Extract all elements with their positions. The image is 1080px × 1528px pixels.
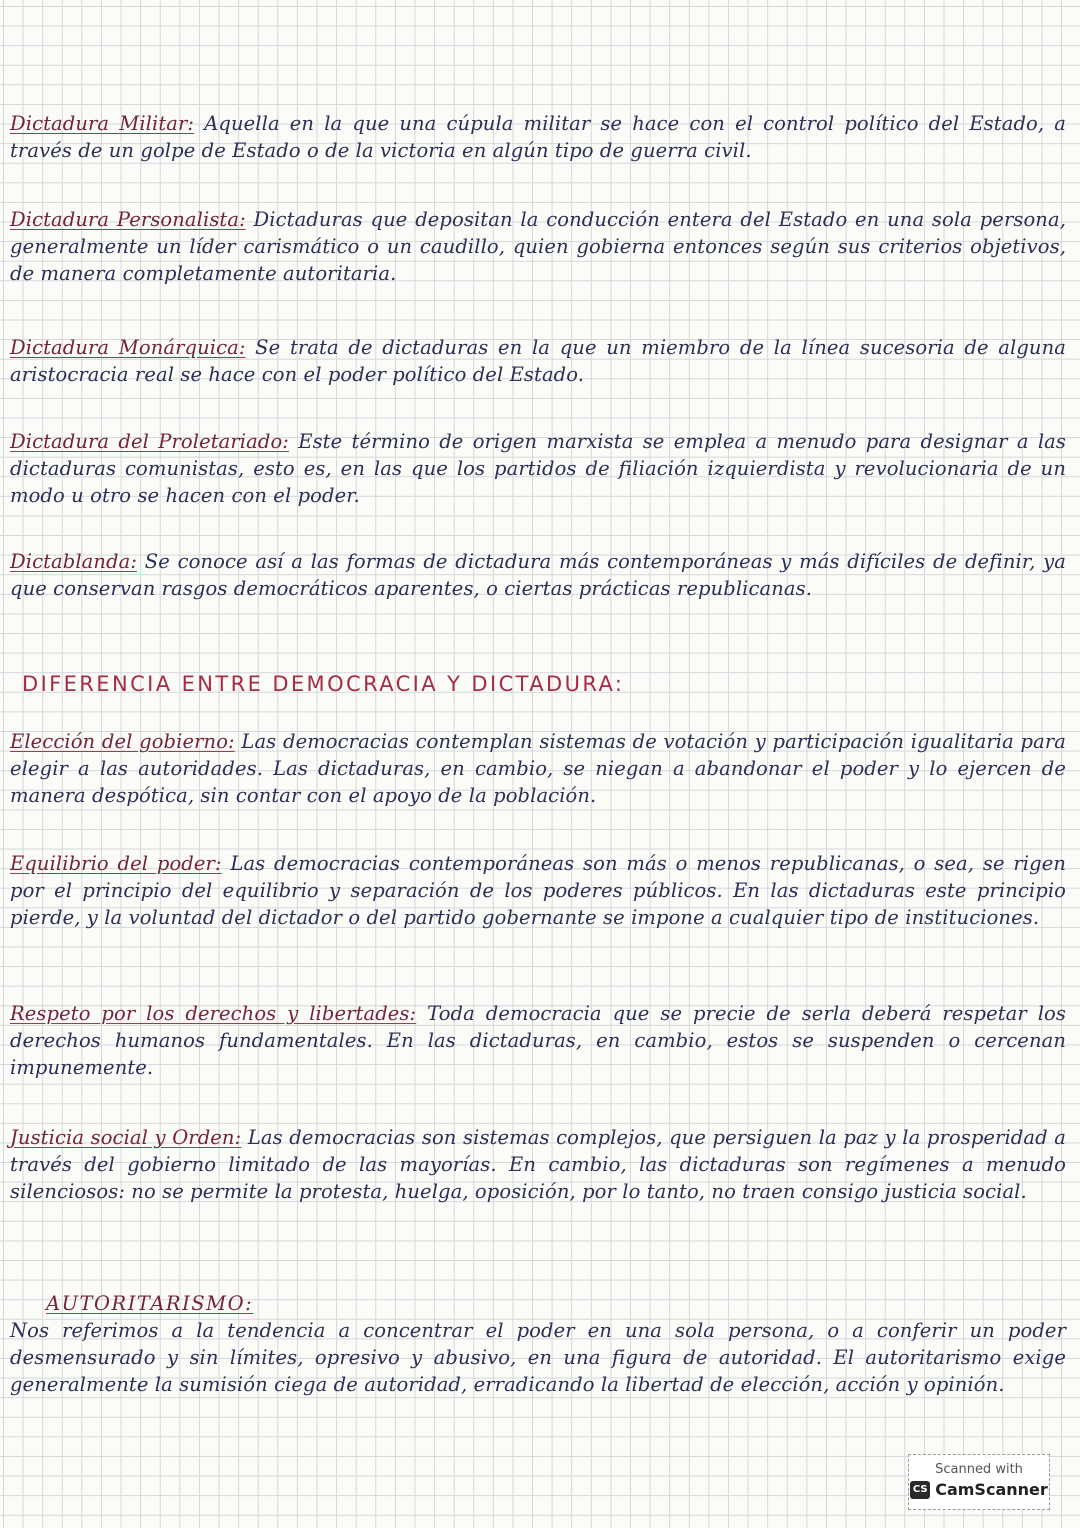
definition-text: Se trata de dictaduras en la que un miembro de la línea sucesoria de alguna aristocracia real se hace con el poder político del Estado. (10, 336, 1066, 386)
term-label: Dictadura del Proletariado: (10, 430, 289, 453)
definition-text: Se conoce así a las formas de dictadura más contemporáneas y más difíciles de definir, ya que conservan rasgos democráticos aparentes, o ciertas prácticas republicanas. (10, 550, 1066, 600)
difference-text: Las democracias son sistemas complejos, que persiguen la paz y la prosperidad a través del gobierno limitado de las mayorías. En cambio, las dictaduras son regímenes a menudo silenciosos: no se permite la protesta, huelga, oposición, por lo tanto, no traen consigo justicia social. (10, 1126, 1066, 1203)
term-label: Respeto por los derechos y libertades: (10, 1002, 417, 1025)
definition-dictablanda (10, 548, 1066, 602)
definition-dictadura-proletariado (10, 428, 1066, 509)
camscanner-logo-icon: CS (910, 1481, 930, 1499)
difference-eleccion-gobierno (10, 728, 1066, 809)
difference-justicia-orden (10, 1124, 1066, 1205)
autoritarismo-heading: AUTORITARISMO: (46, 1292, 254, 1315)
autoritarismo-text: Nos referimos a la tendencia a concentrar el poder en una sola persona, o a conferir un poder desmensurado y sin límites, opresivo y abusivo, en una figura de autoridad. El autoritarismo exige generalmente la sumisión ciega de autoridad, erradicando la libertad de elección, acción y opinión. (10, 1319, 1066, 1396)
term-label: Dictablanda: (10, 550, 138, 573)
difference-derechos-libertades (10, 1000, 1066, 1081)
term-label: Dictadura Militar: (10, 112, 195, 135)
difference-text: Las democracias contemporáneas son más o menos republicanas, o sea, se rigen por el principio del equilibrio y separación de los poderes públicos. En las dictaduras este principio pierde, y la voluntad del dictador o del partido gobernante se impone a cualquier tipo de instituciones. (10, 852, 1066, 929)
autoritarismo-section (10, 1290, 1066, 1398)
term-label: Dictadura Personalista: (10, 208, 246, 231)
difference-equilibrio-poder (10, 850, 1066, 931)
difference-text: Las democracias contemplan sistemas de votación y participación igualitaria para elegir a las autoridades. Las dictaduras, en cambio, se niegan a abandonar el poder y lo ejercen de manera despótica, sin contar con el apoyo de la población. (10, 730, 1067, 807)
difference-text: Toda democracia que se precie de serla deberá respetar los derechos humanos fundamentales. En las dictaduras, en cambio, estos se suspenden o cercenan impunemente. (10, 1002, 1066, 1079)
definition-dictadura-personalista (10, 206, 1066, 287)
term-label: Equilibrio del poder: (10, 852, 222, 875)
watermark-brand-row (909, 1480, 1049, 1499)
watermark-brand-name: CamScanner (935, 1480, 1048, 1499)
definition-dictadura-monarquica (10, 334, 1066, 388)
term-label: Elección del gobierno: (10, 730, 235, 753)
definition-text: Dictaduras que depositan la conducción entera del Estado en una sola persona, generalmente un líder carismático o un caudillo, quien gobierna entonces según sus criterios objetivos, de manera completamente autoritaria. (10, 208, 1066, 285)
watermark-caption: Scanned with (935, 1462, 1023, 1477)
section-heading: DIFERENCIA ENTRE DEMOCRACIA Y DICTADURA: (22, 672, 625, 696)
definition-dictadura-militar (10, 110, 1066, 164)
definition-text: Aquella en la que una cúpula militar se hace con el control político del Estado, a través de un golpe de Estado o de la victoria en algún tipo de guerra civil. (10, 112, 1066, 162)
definition-text: Este término de origen marxista se emplea a menudo para designar a las dictaduras comunistas, esto es, en las que los partidos de filiación izquierdista y revolucionaria de un modo u otro se hacen con el poder. (10, 430, 1066, 507)
term-label: Dictadura Monárquica: (10, 336, 246, 359)
term-label: Justicia social y Orden: (10, 1126, 242, 1149)
camscanner-watermark (908, 1454, 1050, 1510)
